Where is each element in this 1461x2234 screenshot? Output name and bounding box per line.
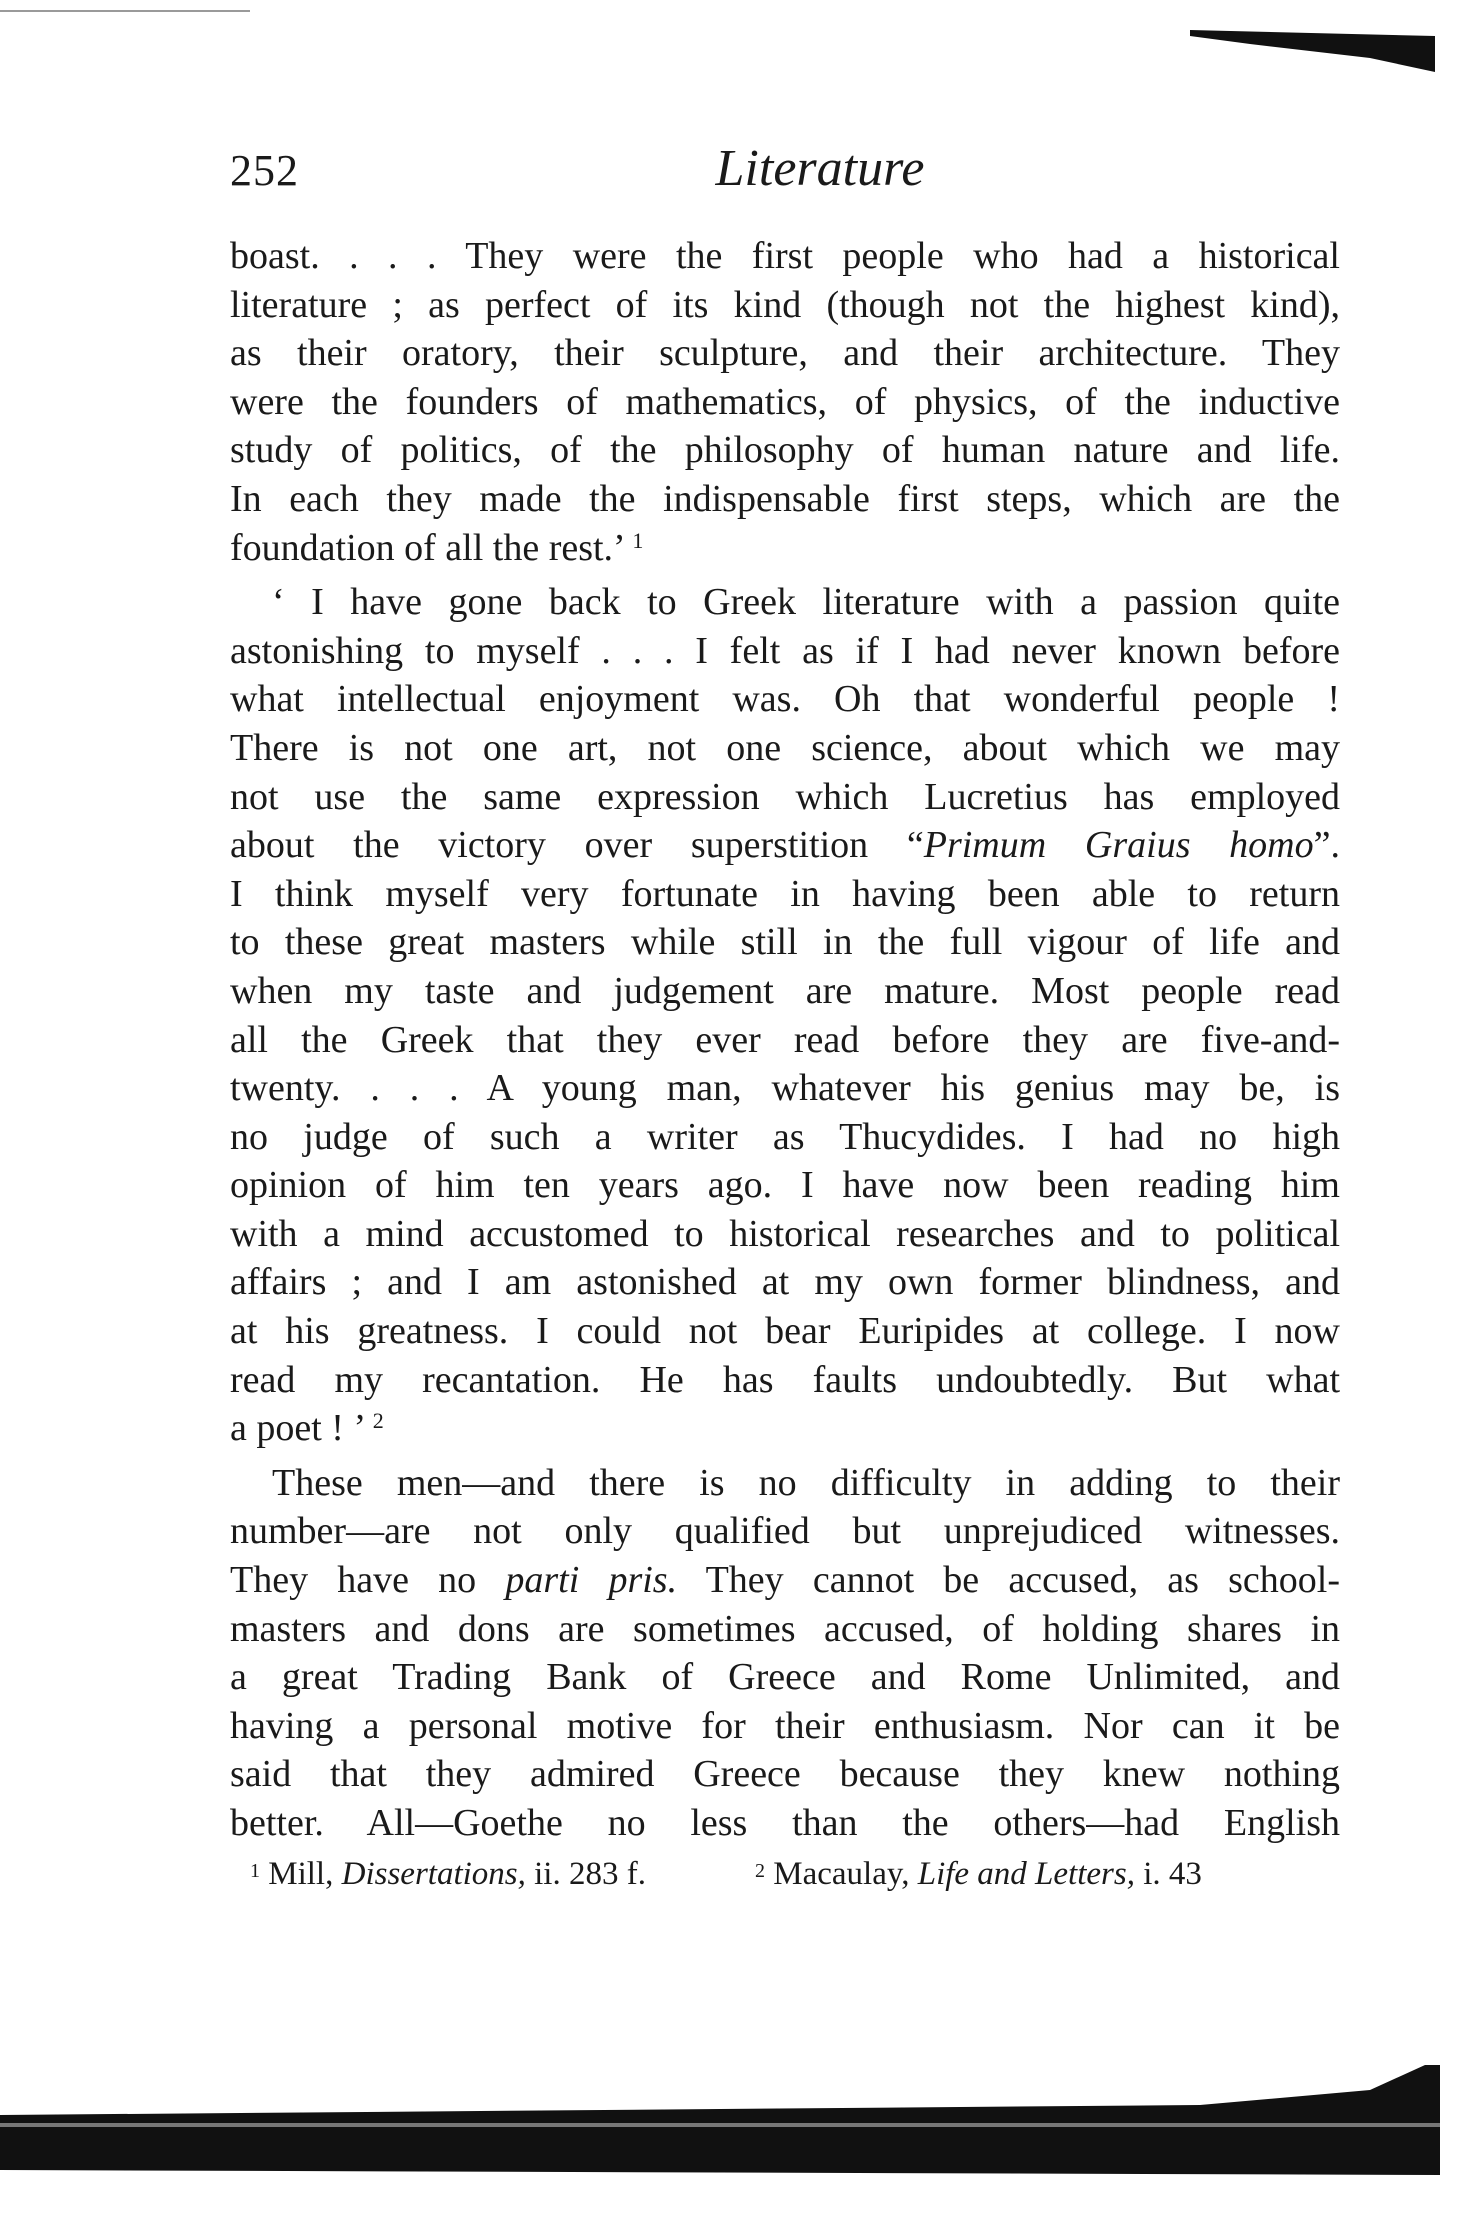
scan-shadow-top-right <box>1190 22 1435 72</box>
text-line: In each they made the indispensable first steps, which are the <box>230 477 1340 520</box>
text-line: study of politics, of the philosophy of human nature and life. <box>230 429 1340 472</box>
text-line: with a mind accustomed to historical researches and to political <box>230 1212 1340 1255</box>
paragraph-2 <box>230 578 1340 1453</box>
text-run: a poet ! ’ <box>230 1407 364 1450</box>
text-line: were the founders of mathematics, of physics, of the inductive <box>230 380 1340 423</box>
text-run: foundation of all the rest.’ <box>230 526 623 569</box>
text-run: ”. <box>1313 824 1341 867</box>
text-line: as their oratory, their sculpture, and their architecture. They <box>230 332 1340 375</box>
text-line <box>230 1404 1340 1453</box>
footnote-author: Mill, <box>268 1856 334 1892</box>
text-line: There is not one art, not one science, about which we may <box>230 726 1340 769</box>
scan-shadow-bottom <box>0 2065 1440 2185</box>
text-line: number—are not only qualified but unprejudiced witnesses. <box>230 1510 1340 1553</box>
text-line: masters and dons are sometimes accused, of holding shares in <box>230 1607 1340 1650</box>
text-line: all the Greek that they ever read before they are five-and- <box>230 1018 1340 1061</box>
text-line: when my taste and judgement are mature. Most people read <box>230 969 1340 1012</box>
text-line: what intellectual enjoyment was. Oh that wonderful people ! <box>230 678 1340 721</box>
text-line: astonishing to myself . . . I felt as if I had never known before <box>230 629 1340 672</box>
text-line: affairs ; and I am astonished at my own former blindness, and <box>230 1261 1340 1304</box>
footnote-location: ii. 283 f. <box>534 1856 646 1892</box>
text-line: I think myself very fortunate in having been able to return <box>230 872 1340 915</box>
text-line: to these great masters while still in the full vigour of life and <box>230 921 1340 964</box>
footnote-location: i. 43 <box>1143 1856 1202 1892</box>
footnote-ref-2[interactable]: 2 <box>372 1408 384 1434</box>
text-line: ‘ I have gone back to Greek literature with a passion quite <box>272 581 1340 624</box>
text-run: They cannot be accused, as school- <box>705 1559 1340 1602</box>
running-head <box>230 140 1340 205</box>
text-run: about the victory over superstition “ <box>230 824 924 867</box>
text-line: opinion of him ten years ago. I have now been reading him <box>230 1164 1340 1207</box>
footnote-work: Life and Letters, <box>917 1856 1135 1892</box>
footnote-ref-1[interactable]: 1 <box>632 527 644 553</box>
running-title: Literature <box>715 140 925 197</box>
text-line <box>230 1556 1340 1605</box>
footnote-author: Macaulay, <box>773 1856 910 1892</box>
text-line <box>230 821 1340 870</box>
text-line <box>230 524 1340 573</box>
latin-quotation: Primum Graius homo <box>923 824 1314 867</box>
text-line: no judge of such a writer as Thucydides. I had no high <box>230 1115 1340 1158</box>
text-run: They have no <box>230 1559 477 1602</box>
text-line: literature ; as perfect of its kind (though not the highest kind), <box>230 283 1340 326</box>
text-line: said that they admired Greece because they knew nothing <box>230 1753 1340 1796</box>
text-line: These men—and there is no difficulty in adding to their <box>272 1461 1340 1504</box>
footnote-1 <box>250 1856 646 1893</box>
text-line: better. All—Goethe no less than the others—had English <box>230 1802 1340 1844</box>
text-line: boast. . . . They were the first people who had a historical <box>230 235 1340 277</box>
text-line: a great Trading Bank of Greece and Rome Unlimited, and <box>230 1656 1340 1699</box>
text-line: twenty. . . . A young man, whatever his genius may be, is <box>230 1067 1340 1110</box>
text-line: not use the same expression which Lucretius has employed <box>230 775 1340 818</box>
footnotes <box>250 1856 1340 1912</box>
text-line: at his greatness. I could not bear Euripides at college. I now <box>230 1310 1340 1353</box>
page-number: 252 <box>230 146 299 195</box>
footnote-marker: 2 <box>755 1860 765 1882</box>
french-phrase: parti pris. <box>505 1559 678 1602</box>
text-line: read my recantation. He has faults undoubtedly. But what <box>230 1358 1340 1401</box>
scan-edge-line-top <box>0 10 250 12</box>
paragraph-1 <box>230 232 1340 572</box>
body-text <box>230 232 1340 1848</box>
footnote-marker: 1 <box>250 1860 260 1882</box>
footnote-2 <box>755 1856 1202 1893</box>
footnote-work: Dissertations, <box>341 1856 526 1892</box>
text-line: having a personal motive for their enthusiasm. Nor can it be <box>230 1704 1340 1747</box>
paragraph-3 <box>230 1459 1340 1848</box>
